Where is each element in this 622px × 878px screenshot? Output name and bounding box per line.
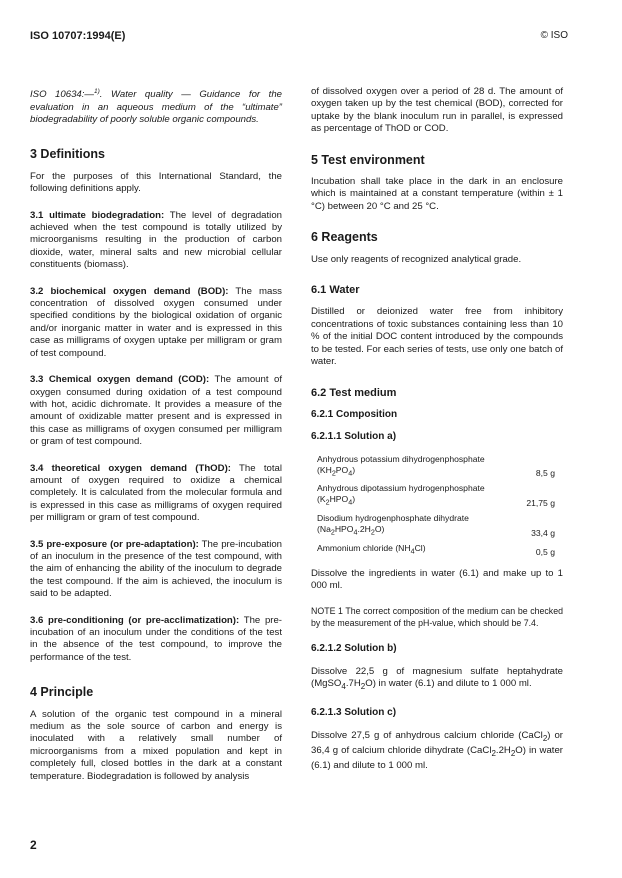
section-6-text: Use only reagents of recognized analytical grade. — [311, 253, 522, 265]
subsection-6-2-1-2-heading: 6.2.1.2 Solution b) — [311, 643, 397, 655]
right-column — [311, 86, 563, 773]
amount-cell: 8,5 g — [535, 468, 555, 479]
reference-paragraph: ISO 10634:—$^{1)}$. Water quality — Guidance for the evaluation in an aqueous medium of the “ultimate” biodegradability of poorly soluble organic compounds. — [30, 88, 282, 125]
section-3-heading: 3 Definitions — [30, 147, 106, 162]
table-row: Anhydrous potassium dihydrogenphosphate — [317, 453, 485, 464]
note-1: NOTE 1 The correct composition of the medium can be checked by the measurement of the pH-value, which should be 7.4. — [311, 606, 563, 628]
continued-paragraph: of dissolved oxygen over a period of 28 d. The amount of oxygen taken up by the test chemical (BOD), corrected for uptake by the blank inoculum run in parallel, is expressed as percentage of ThOD or COD. — [311, 86, 563, 135]
section-6-heading: 6 Reagents — [311, 230, 378, 245]
solution-c-text: Dissolve 27,5 g of anhydrous calcium chloride (CaCl$_2$) or 36,4 g of calcium chloride dihydrate $(CaCl_2.2H_2O)$ in water (6.1) and dilute to 1 000 ml. — [311, 729, 564, 772]
definition-3-6: 3.6 pre-conditioning (or pre-acclimatization): The pre-incubation of an inoculum under the conditions of the test in the absence of the test compound, to improve the performance of the test. — [30, 614, 282, 663]
section-5-text: Incubation shall take place in the dark in an enclosure which is maintained at a constant temperature (within ± 1 °C) between 20 °C and 25 °C. — [311, 176, 563, 212]
subsection-6-2-1-heading: 6.2.1 Composition — [311, 408, 398, 420]
definition-3-1: 3.1 ultimate biodegradation: The level of degradation achieved when the test compound is totally utilized by microorganisms resulting in the production of carbon dioxide, water, mineral salts and new microbial cellular constituents (biomass). — [30, 209, 282, 271]
composition-table — [317, 454, 555, 562]
section-5-heading: 5 Test environment — [311, 152, 425, 167]
header-copyright: © ISO — [540, 30, 568, 41]
amount-cell: 0,5 g — [535, 546, 555, 557]
left-column — [30, 86, 282, 783]
subsection-6-1-heading: 6.1 Water — [311, 284, 360, 297]
header-standard-id: ISO 10707:1994(E) — [30, 30, 126, 42]
section-4-text: A solution of the organic test compound in a mineral medium as the sole source of carbon and energy is inoculated with a relatively small number of microorganisms from a mixed population and kept in completely full, closed bottles in the dark at a constant temperature. Biodegradation is followed by analysis — [30, 708, 282, 782]
amount-cell: 21,75 g — [526, 498, 555, 509]
subsection-6-1-text: Distilled or deionized water free from inhibitory concentrations of toxic substances containing less than 10 % of the initial DOC content introduced by the compounds to be tested. For each series of tests, use only one batch of water. — [311, 306, 563, 368]
definition-3-2: 3.2 biochemical oxygen demand (BOD): The mass concentration of dissolved oxygen consumed under specified conditions by the biological oxidation of organic and/or inorganic matter in water and is expressed in this case as milligrams of oxygen uptake per milligram or gram of test compound. — [30, 285, 282, 359]
subsection-6-2-1-1-heading: 6.2.1.1 Solution a) — [311, 431, 397, 443]
table-row: Ammonium chloride $(NH_4Cl)$ 0,5 g — [317, 543, 555, 562]
definition-3-4: 3.4 theoretical oxygen demand (ThOD): The total amount of oxygen required to oxidize a chemical completely. It is calculated from the molecular formula and is expressed in this case as milligrams of oxygen required per milligram or gram of test compound. — [30, 462, 282, 524]
table-row: Anhydrous dipotassium hydrogenphosphate — [317, 483, 485, 494]
table-row: Disodium hydrogenphosphate dihydrate — [317, 513, 469, 524]
definition-3-3: 3.3 Chemical oxygen demand (COD): The amount of oxygen consumed during oxidation of a test compound with hot, acidic dichromate. It provides a measure of the amount of oxidizable matter present and is expressed in this case as milligrams of oxygen consumed per milligram or gram of test compound. — [30, 374, 282, 448]
table-row: $(Na_2HPO_4.2H_2O)$ 33,4 g — [317, 524, 555, 543]
section-4-heading: 4 Principle — [30, 685, 94, 700]
section-3-intro: For the purposes of this International Standard, the following definitions apply. — [30, 170, 282, 195]
definition-3-5: 3.5 pre-exposure (or pre-adaptation): The pre-incubation of an inoculum in the presence of the test compound, with the aim of enhancing the ability of the inoculum to degrade the test compound. If the aim is achieved, the inoculum is said to be adapted. — [30, 538, 282, 600]
solution-b-text: Dissolve 22,5 g of magnesium sulfate heptahydrate $(MgSO_4.7H_2O)$ in water (6.1) and dilute to 1 000 ml. — [311, 665, 563, 691]
table-row: $(KH_2PO_4)$ 8,5 g — [317, 465, 555, 484]
solution-a-instruction: Dissolve the ingredients in water (6.1) and make up to 1 000 ml. — [311, 567, 563, 591]
page-number: 2 — [30, 838, 37, 852]
subsection-6-2-heading: 6.2 Test medium — [311, 386, 397, 399]
subsection-6-2-1-3-heading: 6.2.1.3 Solution c) — [311, 707, 397, 719]
table-row: $(K_2HPO_4)$ 21,75 g — [317, 494, 555, 513]
amount-cell: 33,4 g — [531, 527, 555, 538]
